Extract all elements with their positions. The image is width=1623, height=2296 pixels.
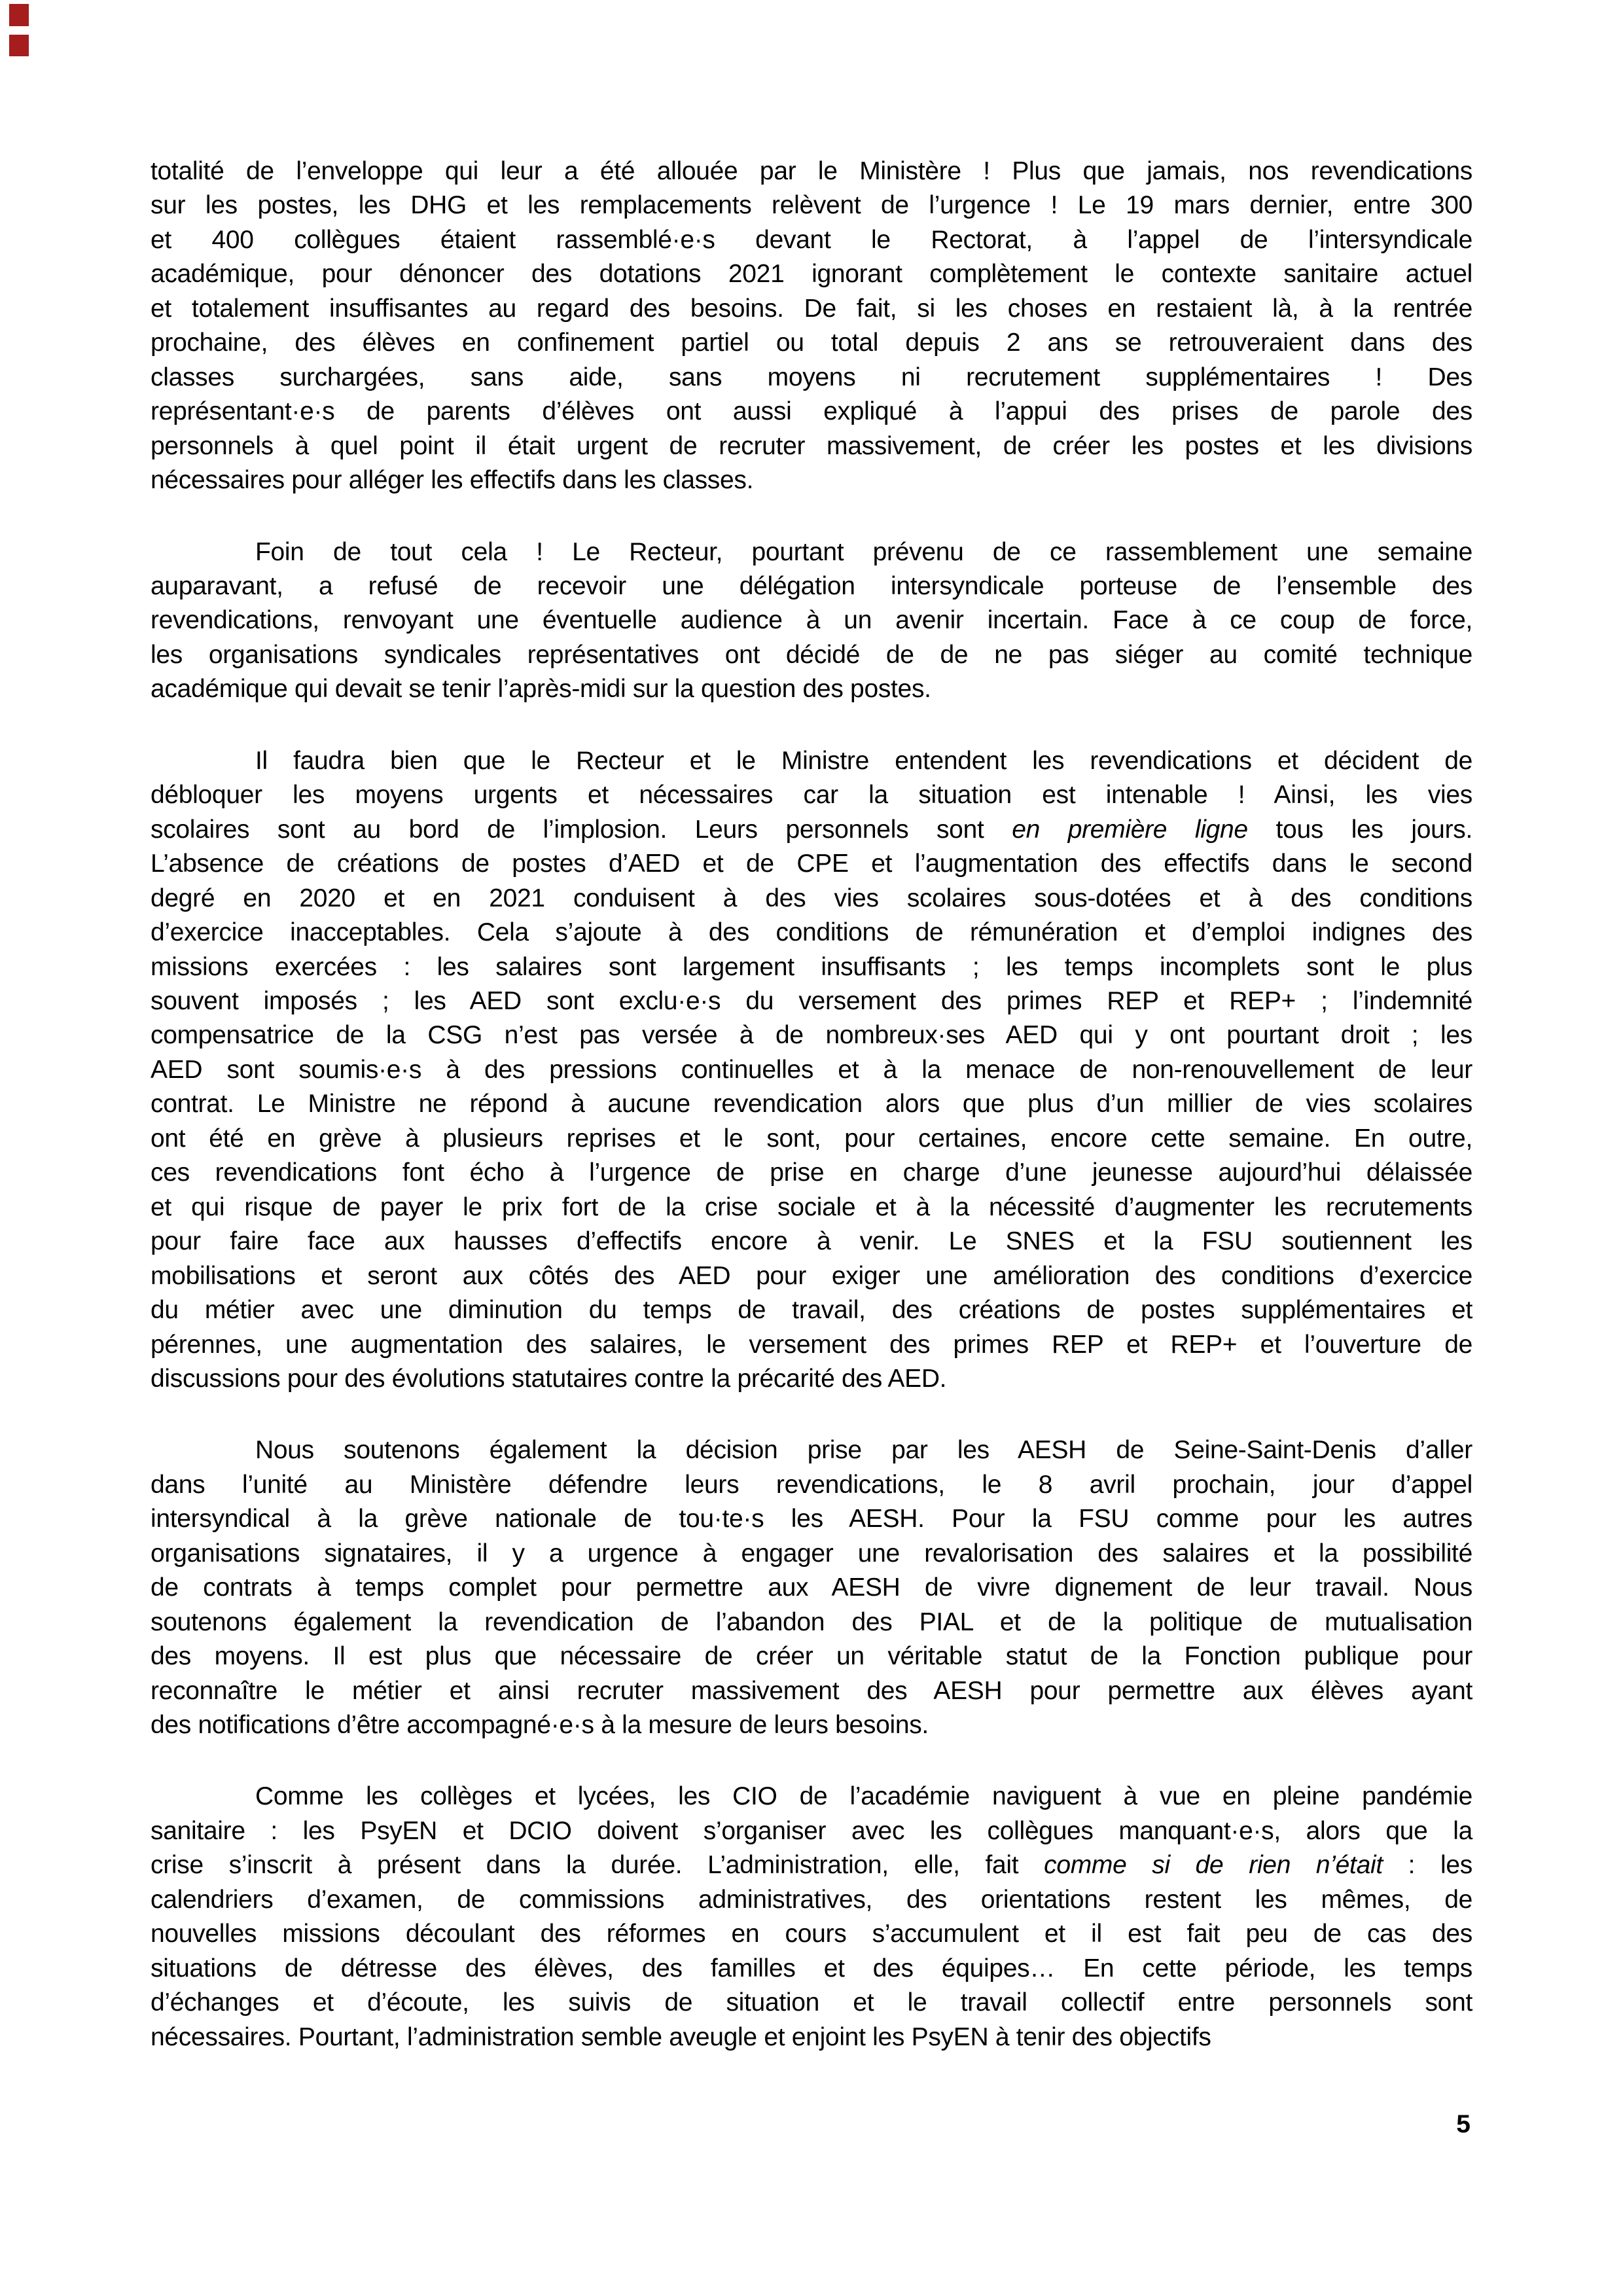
page-number: 5 — [1456, 2110, 1471, 2138]
text-line: sanitaire : les PsyEN et DCIO doivent s’organiser avec les collègues manquant·e·s, alors que la — [151, 1816, 1472, 1845]
text-line: nécessaires. Pourtant, l’administration semble aveugle et enjoint les PsyEN à tenir des objectifs — [151, 2022, 1211, 2051]
text-line: missions exercées : les salaires sont largement insuffisants ; les temps incomplets sont le plus — [151, 952, 1472, 981]
text-line: contrat. Le Ministre ne répond à aucune revendication alors que plus d’un millier de vies scolaires — [151, 1090, 1472, 1119]
text-line: soutenons également la revendication de l’abandon des PIAL et de la politique de mutualisation — [151, 1607, 1472, 1636]
text-line: Comme les collèges et lycées, les CIO de l’académie naviguent à vue en pleine pandémie — [255, 1782, 1472, 1811]
text-line: nouvelles missions découlant des réformes en cours s’accumulent et il est fait peu de cas des — [151, 1920, 1472, 1948]
text-line: et totalement insuffisantes au regard des besoins. De fait, si les choses en restaient là, à la rentrée — [151, 294, 1472, 323]
text-line: totalité de l’enveloppe qui leur a été allouée par le Ministère ! Plus que jamais, nos revendications — [151, 157, 1472, 185]
text-line: pour faire face aux hausses d’effectifs encore à venir. Le SNES et la FSU soutiennent les — [151, 1227, 1472, 1256]
red-corner-mark — [9, 35, 29, 56]
text-line: revendications, renvoyant une éventuelle audience à un avenir incertain. Face à ce coup de force, — [151, 606, 1472, 635]
paragraph — [151, 1433, 1472, 1742]
text-line: nécessaires pour alléger les effectifs dans les classes. — [151, 466, 754, 495]
paragraph — [151, 154, 1472, 498]
paragraph — [151, 1780, 1472, 2054]
text-line: compensatrice de la CSG n’est pas versée à de nombreux·ses AED qui y ont pourtant droit ; les — [151, 1021, 1472, 1050]
text-line: dans l’unité au Ministère défendre leurs revendications, le 8 avril prochain, jour d’appel — [151, 1470, 1472, 1499]
text-line: de contrats à temps complet pour permettre aux AESH de vivre dignement de leur travail. Nous — [151, 1573, 1472, 1602]
text-line: organisations signataires, il y a urgence à engager une revalorisation des salaires et la possibilité — [151, 1539, 1472, 1568]
document-body — [151, 154, 1472, 2054]
text-line: degré en 2020 et en 2021 conduisent à des vies scolaires sous-dotées et à des conditions — [151, 884, 1472, 912]
text-line: les organisations syndicales représentatives ont décidé de de ne pas siéger au comité technique — [151, 640, 1472, 669]
text-line: discussions pour des évolutions statutaires contre la précarité des AED. — [151, 1364, 947, 1393]
text-line: AED sont soumis·e·s à des pressions continuelles et à la menace de non-renouvellement de leur — [151, 1055, 1472, 1084]
text-line: ont été en grève à plusieurs reprises et le sont, pour certaines, encore cette semaine. En outre, — [151, 1124, 1472, 1153]
red-corner-mark — [9, 4, 29, 26]
text-line: Il faudra bien que le Recteur et le Ministre entendent les revendications et décident de — [255, 746, 1472, 775]
text-line: L’absence de créations de postes d’AED et de CPE et l’augmentation des effectifs dans le second — [151, 850, 1472, 878]
text-line: pérennes, une augmentation des salaires, le versement des primes REP et REP+ et l’ouverture de — [151, 1330, 1472, 1359]
text-line: intersyndical à la grève nationale de tou·te·s les AESH. Pour la FSU comme pour les autres — [151, 1505, 1472, 1534]
paragraph — [151, 535, 1472, 707]
text-line: scolaires sont au bord de l’implosion. Leurs personnels sont en première ligne tous les jours. — [151, 815, 1472, 844]
text-line: Foin de tout cela ! Le Recteur, pourtant prévenu de ce rassemblement une semaine — [255, 537, 1472, 566]
text-line: prochaine, des élèves en confinement partiel ou total depuis 2 ans se retrouveraient dans des — [151, 329, 1472, 357]
text-line: d’exercice inacceptables. Cela s’ajoute à des conditions de rémunération et d’emploi indignes des — [151, 918, 1472, 947]
text-line: souvent imposés ; les AED sont exclu·e·s du versement des primes REP et REP+ ; l’indemnité — [151, 986, 1472, 1015]
text-line: débloquer les moyens urgents et nécessaires car la situation est intenable ! Ainsi, les vies — [151, 781, 1472, 810]
text-line: du métier avec une diminution du temps de travail, des créations de postes supplémentaires et — [151, 1296, 1472, 1325]
text-line: et 400 collègues étaient rassemblé·e·s devant le Rectorat, à l’appel de l’intersyndicale — [151, 225, 1472, 254]
text-line: auparavant, a refusé de recevoir une délégation intersyndicale porteuse de l’ensemble des — [151, 571, 1472, 600]
text-line: mobilisations et seront aux côtés des AED pour exiger une amélioration des conditions d’exercice — [151, 1261, 1472, 1290]
text-line: crise s’inscrit à présent dans la durée. L’administration, elle, fait comme si de rien n’était : les — [151, 1851, 1472, 1880]
text-line: personnels à quel point il était urgent de recruter massivement, de créer les postes et les divisions — [151, 431, 1472, 460]
text-line: académique qui devait se tenir l’après-midi sur la question des postes. — [151, 675, 931, 704]
paragraph — [151, 744, 1472, 1397]
text-line: d’échanges et d’écoute, les suivis de situation et le travail collectif entre personnels sont — [151, 1988, 1472, 2017]
text-line: classes surchargées, sans aide, sans moyens ni recrutement supplémentaires ! Des — [151, 363, 1472, 391]
text-line: et qui risque de payer le prix fort de la crise sociale et à la nécessité d’augmenter les recrutements — [151, 1193, 1472, 1221]
text-line: sur les postes, les DHG et les remplacements relèvent de l’urgence ! Le 19 mars dernier, entre 300 — [151, 191, 1472, 220]
text-line: Nous soutenons également la décision prise par les AESH de Seine-Saint-Denis d’aller — [255, 1436, 1472, 1465]
text-line: des notifications d’être accompagné·e·s à la mesure de leurs besoins. — [151, 1711, 929, 1740]
text-line: académique, pour dénoncer des dotations 2021 ignorant complètement le contexte sanitaire actuel — [151, 260, 1472, 289]
text-line: situations de détresse des élèves, des familles et des équipes… En cette période, les temps — [151, 1954, 1472, 1982]
text-line: ces revendications font écho à l’urgence de prise en charge d’une jeunesse aujourd’hui délaissée — [151, 1158, 1472, 1187]
text-line: des moyens. Il est plus que nécessaire de créer un véritable statut de la Fonction publique pour — [151, 1642, 1472, 1671]
text-line: calendriers d’examen, de commissions administratives, des orientations restent les mêmes, de — [151, 1885, 1472, 1914]
text-line: reconnaître le métier et ainsi recruter massivement des AESH pour permettre aux élèves ayant — [151, 1676, 1472, 1705]
text-line: représentant·e·s de parents d’élèves ont aussi expliqué à l’appui des prises de parole des — [151, 397, 1472, 426]
